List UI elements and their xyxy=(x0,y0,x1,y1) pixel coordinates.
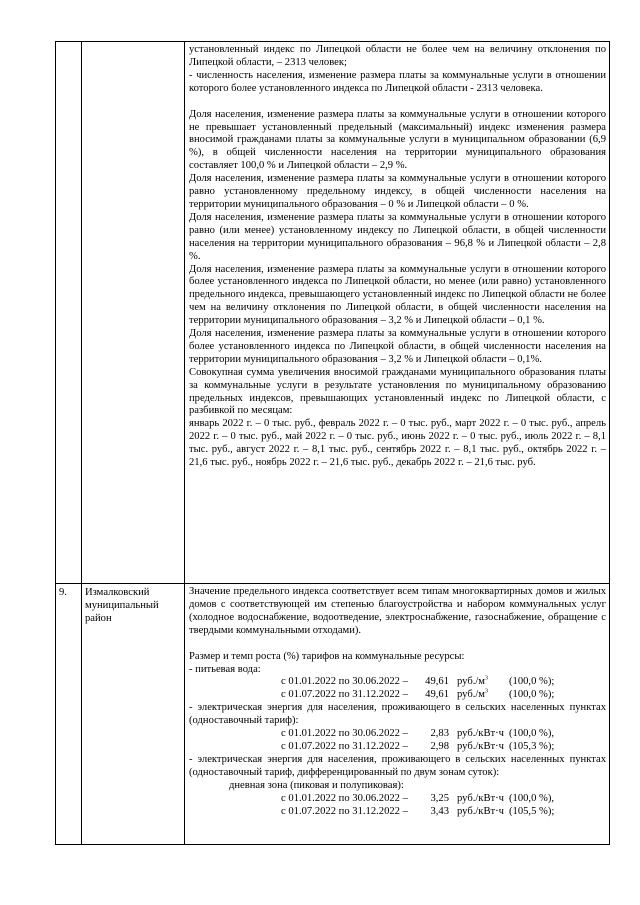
water-label: - питьевая вода: xyxy=(189,663,261,675)
tariff-row xyxy=(189,728,606,741)
tariff-row xyxy=(189,793,606,806)
tariff-percent: (100,0 %); xyxy=(509,676,555,688)
tariff-percent: (100,0 %), xyxy=(509,792,555,804)
table-row xyxy=(56,42,610,584)
tariff-row xyxy=(189,806,606,819)
tariff-period: с 01.07.2022 по 31.12.2022 – xyxy=(281,689,408,701)
tariff-percent: (105,3 %); xyxy=(509,740,555,752)
tariff-value: 2,98 xyxy=(430,740,449,752)
tariff-row xyxy=(189,676,606,689)
paragraph: Значение предельного индекса соответствует всем типам многоквартирных домов и жилых домов с соответствующей им степенью благоустройства и набором коммунальных услуг (холодное водоснабжение, водоотведение, электроснабжение, газоснабжение, обращение с твердыми коммунальными отходами). xyxy=(189,586,606,636)
paragraph: - численность населения, изменение размера платы за коммунальные услуги в отношении которого более установленного индекса по Липецкой области - 2313 человека. xyxy=(189,69,606,94)
tariff-period: с 01.07.2022 по 31.12.2022 – xyxy=(281,805,408,817)
tariff-period: с 01.07.2022 по 31.12.2022 – xyxy=(281,740,408,752)
paragraph: Доля населения, изменение размера платы за коммунальные услуги в отношении которого более установленного индекса по Липецкой области, но менее (или равно) установленного предельного индекса, превышающего установленный индекс по Липецкой области не более чем на величину отклонения по Липецкой области, в общей численности населения на территории муниципального образования – 3,2 % и Липецкой области – 0,1 %. xyxy=(189,263,606,327)
paragraph: январь 2022 г. – 0 тыс. руб., февраль 2022 г. – 0 тыс. руб., март 2022 г. – 0 тыс. руб., апрель 2022 г. – 0 тыс. руб., май 2022 г. – 0 тыс. руб., июнь 2022 г. – 0 тыс. руб., июль 2022 г. – 8,1 тыс. руб., август 2022 г. – 8,1 тыс. руб., сентябрь 2022 г. – 8,1 тыс. руб., октябрь 2022 г. – 21,6 тыс. руб., ноябрь 2022 г. – 21,6 тыс. руб., декабрь 2022 г. – 21,6 тыс. руб. xyxy=(189,418,606,469)
number-cell xyxy=(56,42,82,584)
power-zones-label: - электрическая энергия для населения, проживающего в сельских населенных пунктах (одноставочный тариф, дифференцированный по двум зонам суток): xyxy=(189,753,606,778)
table-row xyxy=(56,584,610,845)
paragraph: установленный индекс по Липецкой области не более чем на величину отклонения по Липецкой области, – 2313 человек; xyxy=(189,44,606,68)
district-cell xyxy=(82,42,185,584)
tariff-period: с 01.01.2022 по 30.06.2022 – xyxy=(281,792,408,804)
tariff-row xyxy=(189,689,606,702)
tariff-value: 49,61 xyxy=(425,689,449,701)
content-cell xyxy=(185,42,610,584)
tariff-percent: (100,0 %); xyxy=(509,689,555,701)
tariff-period: с 01.01.2022 по 30.06.2022 – xyxy=(281,676,408,688)
power-single-label: - электрическая энергия для населения, проживающего в сельских населенных пунктах (одноставочный тариф): xyxy=(189,702,606,727)
tariff-value: 3,25 xyxy=(430,792,449,804)
tariffs-heading: Размер и темп роста (%) тарифов на коммунальные ресурсы: xyxy=(189,650,465,662)
tariff-unit: $руб./м^3$ xyxy=(457,675,488,688)
paragraph: Доля населения, изменение размера платы за коммунальные услуги в отношении которого более установленного индекса по Липецкой области, в общей численности населения на территории муниципального образования – 3,2 % и Липецкой области – 0,1%. xyxy=(189,328,606,365)
tariff-value: 49,61 xyxy=(425,676,449,688)
paragraph: Доля населения, изменение размера платы за коммунальные услуги в отношении которого равно (или менее) установленному индексу по Липецкой области, в общей численности населения на территории муниципального образования – 96,8 % и Липецкой области – 2,8 %. xyxy=(189,211,606,262)
tariff-unit: руб./кВт·ч xyxy=(457,740,504,752)
tariff-unit: руб./кВт·ч xyxy=(457,792,504,804)
row-number: 9. xyxy=(56,584,82,845)
tariff-unit: $руб./м^3$ xyxy=(457,688,488,701)
tariff-unit: руб./кВт·ч xyxy=(457,805,504,817)
tariff-unit: руб./кВт·ч xyxy=(457,728,504,740)
paragraph: Совокупная сумма увеличения вносимой гражданами муниципального образования платы за коммунальные услуги в результате установления по муниципальному образованию предельных индексов, превышающих установленный индекс по Липецкой области, с разбивкой по месяцам: xyxy=(189,366,606,417)
district-name: Измалковский муниципальный район xyxy=(82,584,185,845)
tariff-percent: (100,0 %), xyxy=(509,728,555,740)
zone-label: дневная зона (пиковая и полупиковая): xyxy=(229,779,404,791)
content-cell xyxy=(185,584,610,845)
document-table xyxy=(55,41,610,845)
tariff-value: 3,43 xyxy=(430,805,449,817)
tariff-period: с 01.01.2022 по 30.06.2022 – xyxy=(281,728,408,740)
tariff-value: 2,83 xyxy=(430,728,449,740)
tariff-row xyxy=(189,741,606,754)
tariff-percent: (105,5 %); xyxy=(509,805,555,817)
paragraph: Доля населения, изменение размера платы за коммунальные услуги в отношении которого равно установленному предельному индексу, в общей численности населения на территории муниципального образования – 0 % и Липецкой области – 0 %. xyxy=(189,173,606,210)
paragraph: Доля населения, изменение размера платы за коммунальные услуги в отношении которого не превышает установленный предельный (максимальный) индекс изменения размера вносимой гражданами платы за коммунальные услуги в муниципальном образовании (6,9 %), в общей численности населения на территории муниципального образования составляет 100,0 % и Липецкой области – 2,9 %. xyxy=(189,108,606,172)
